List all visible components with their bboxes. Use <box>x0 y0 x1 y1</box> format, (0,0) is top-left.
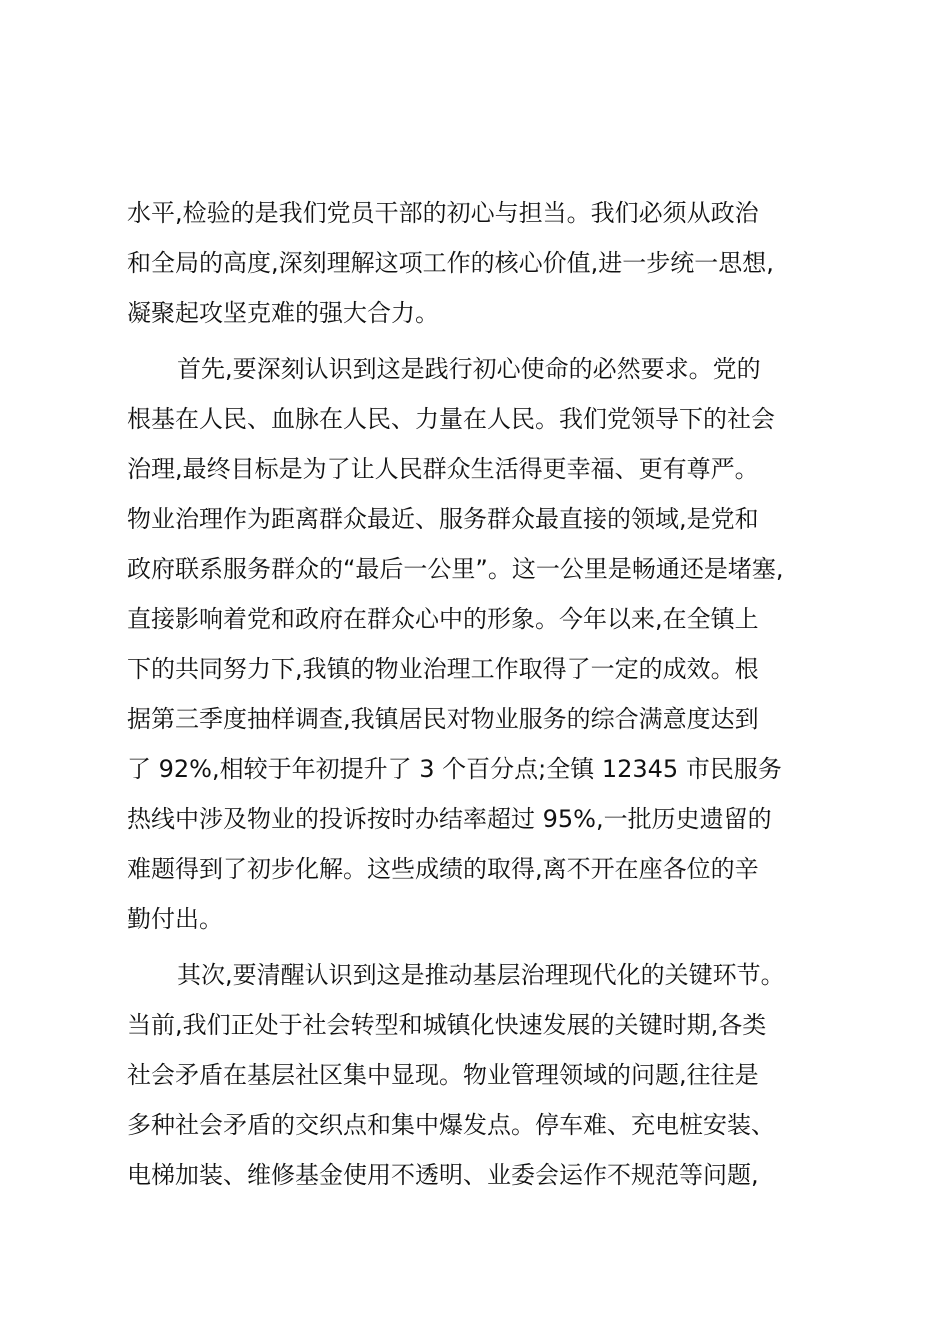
text-line: 多种社会矛盾的交织点和集中爆发点。停车难、充电桩安装、 <box>127 1111 775 1139</box>
paragraph-first-line: 其次,要清醒认识到这是推动基层治理现代化的关键环节。 <box>177 961 785 989</box>
text-line: 据第三季度抽样调查,我镇居民对物业服务的综合满意度达到 <box>127 705 759 733</box>
text-line: 水平,检验的是我们党员干部的初心与担当。我们必须从政治 <box>127 199 759 227</box>
text-line: 社会矛盾在基层社区集中显现。物业管理领域的问题,往往是 <box>127 1061 759 1089</box>
text-line: 了 92%,相较于年初提升了 3 个百分点;全镇 12345 市民服务 <box>127 755 782 783</box>
text-line: 政府联系服务群众的“最后一公里”。这一公里是畅通还是堵塞, <box>127 555 784 583</box>
text-line: 热线中涉及物业的投诉按时办结率超过 95%,一批历史遗留的 <box>127 805 772 833</box>
text-line: 凝聚起攻坚克难的强大合力。 <box>127 299 439 327</box>
text-line: 治理,最终目标是为了让人民群众生活得更幸福、更有尊严。 <box>127 455 759 483</box>
text-line: 勤付出。 <box>127 905 223 933</box>
text-line: 当前,我们正处于社会转型和城镇化快速发展的关键时期,各类 <box>127 1011 767 1039</box>
text-line: 电梯加装、维修基金使用不透明、业委会运作不规范等问题, <box>127 1161 759 1189</box>
text-line: 难题得到了初步化解。这些成绩的取得,离不开在座各位的辛 <box>127 855 759 883</box>
text-line: 根基在人民、血脉在人民、力量在人民。我们党领导下的社会 <box>127 405 775 433</box>
text-line: 物业治理作为距离群众最近、服务群众最直接的领域,是党和 <box>127 505 759 533</box>
text-line: 下的共同努力下,我镇的物业治理工作取得了一定的成效。根 <box>127 655 759 683</box>
text-line: 和全局的高度,深刻理解这项工作的核心价值,进一步统一思想, <box>127 249 774 277</box>
paragraph-first-line: 首先,要深刻认识到这是践行初心使命的必然要求。党的 <box>177 355 761 383</box>
text-line: 直接影响着党和政府在群众心中的形象。今年以来,在全镇上 <box>127 605 759 633</box>
